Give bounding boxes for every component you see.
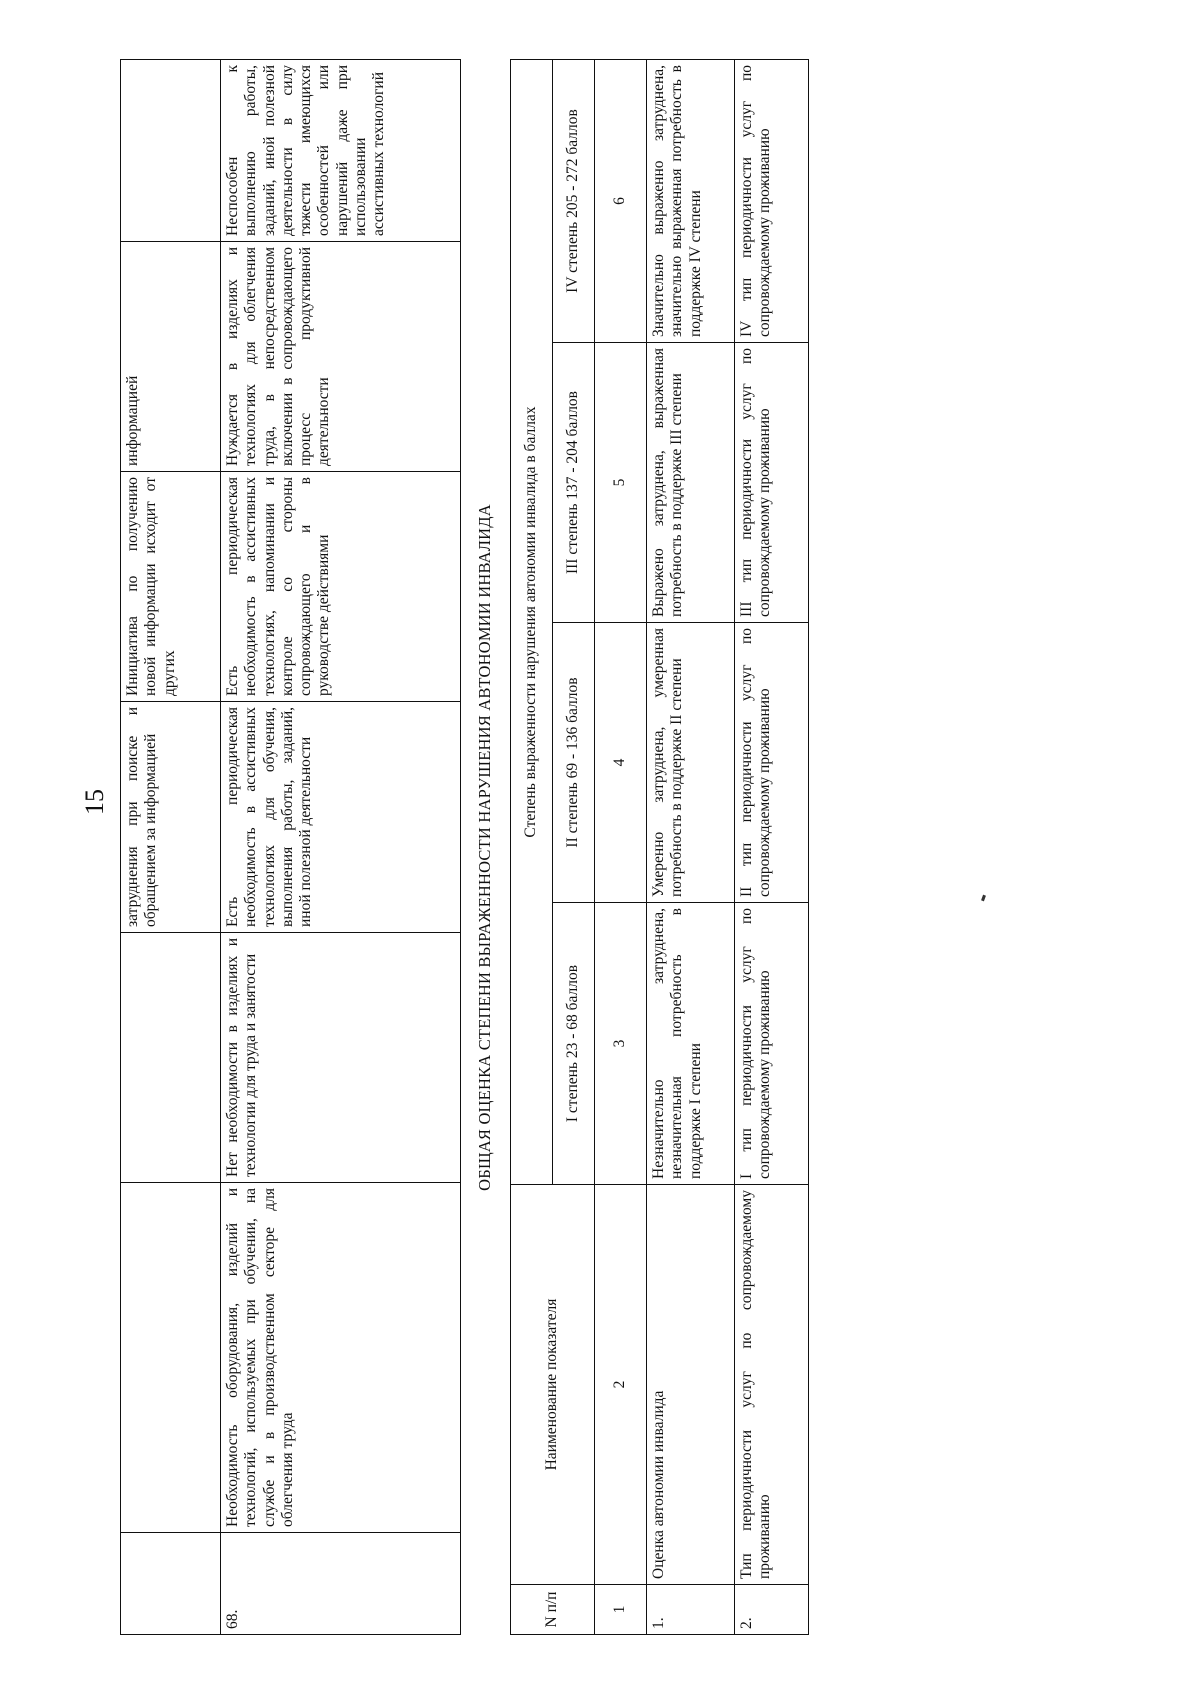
continuation-degree-3: информацией [121, 242, 221, 472]
degree-0-description: Нет необходимости в изделиях и технологии для труда и занятости [221, 933, 461, 1183]
cell-empty [121, 1183, 221, 1533]
cell-empty [121, 933, 221, 1183]
degree-3-description: Нуждается в изделиях и технологиях для облегчения труда, в непосредственном включении в сопровождающего процесс продуктивной деятельности [221, 242, 461, 472]
header-degree-1: I степень 23 - 68 баллов [553, 903, 595, 1185]
summary-row-2 [735, 60, 809, 1635]
degree-2-value: Умеренно затруднена, умеренная потребность в поддержке II степени [647, 623, 735, 903]
index-cell: 2 [595, 1185, 647, 1585]
index-cell: 3 [595, 903, 647, 1185]
index-cell: 1 [595, 1585, 647, 1635]
landscape-page [120, 60, 840, 1635]
table-row-68 [221, 60, 461, 1635]
scan-mark [981, 895, 986, 902]
index-cell: 5 [595, 343, 647, 623]
row-number: 2. [735, 1585, 809, 1635]
indicator-name: Оценка автономии инвалида [647, 1185, 735, 1585]
continuation-degree-2: Инициатива по получению новой информации исходит от других [121, 472, 221, 702]
header-num: N п/п [511, 1585, 595, 1635]
degree-2-value: II тип периодичности услуг по сопровождаемому проживанию [735, 623, 809, 903]
criteria-table [120, 59, 461, 1635]
row-number: 68. [221, 1533, 461, 1635]
index-cell: 4 [595, 623, 647, 903]
index-cell: 6 [595, 60, 647, 343]
indicator-name: Тип периодичности услуг по сопровождаемому проживанию [735, 1185, 809, 1585]
page-number: 15 [80, 789, 109, 815]
summary-row-1 [647, 60, 735, 1635]
table-row-continuation [121, 60, 221, 1635]
degree-1-description: Есть периодическая необходимость в ассистивных технологиях для обучения, выполнения работы, заданий, иной полезной деятельности [221, 702, 461, 933]
degree-3-value: Выражено затруднена, выраженная потребность в поддержке III степени [647, 343, 735, 623]
summary-index-row [595, 60, 647, 1635]
degree-4-description: Неспособен к выполнению работы, заданий, иной полезной деятельности в силу тяжести имеющихся особенностей или нарушений даже при использовании ассистивных технологий [221, 60, 461, 242]
row-number: 1. [647, 1585, 735, 1635]
degree-1-value: Незначительно затруднена, незначительная потребность в поддержке I степени [647, 903, 735, 1185]
degree-3-value: III тип периодичности услуг по сопровождаемому проживанию [735, 343, 809, 623]
header-degree-4: IV степень 205 - 272 баллов [553, 60, 595, 343]
header-degree-3: III степень 137 - 204 баллов [553, 343, 595, 623]
header-name: Наименование показателя [511, 1185, 595, 1585]
degree-2-description: Есть периодическая необходимость в ассистивных технологиях, напоминании и контроле со стороны сопровождающего и в руководстве действиями [221, 472, 461, 702]
cell-empty [121, 1533, 221, 1635]
header-group: Степень выраженности нарушения автономии инвалида в баллах [511, 60, 553, 1185]
summary-header-row [511, 60, 553, 1635]
degree-4-value: IV тип периодичности услуг по сопровождаемому проживанию [735, 60, 809, 343]
degree-1-value: I тип периодичности услуг по сопровождаемому проживанию [735, 903, 809, 1185]
header-degree-2: II степень 69 - 136 баллов [553, 623, 595, 903]
degree-4-value: Значительно выраженно затруднена, значительно выраженная потребность в поддержке IV степени [647, 60, 735, 343]
summary-title: ОБЩАЯ ОЦЕНКА СТЕПЕНИ ВЫРАЖЕННОСТИ НАРУШЕНИЯ АВТОНОМИИ ИНВАЛИДА [475, 504, 494, 1191]
cell-empty [121, 60, 221, 242]
indicator-name: Необходимость оборудования, изделий и технологий, используемых при обучении, на службе и в производственном секторе для облегчения труда [221, 1183, 461, 1533]
summary-table [510, 59, 809, 1635]
continuation-degree-1: затруднения при поиске и обращением за информацией [121, 702, 221, 933]
